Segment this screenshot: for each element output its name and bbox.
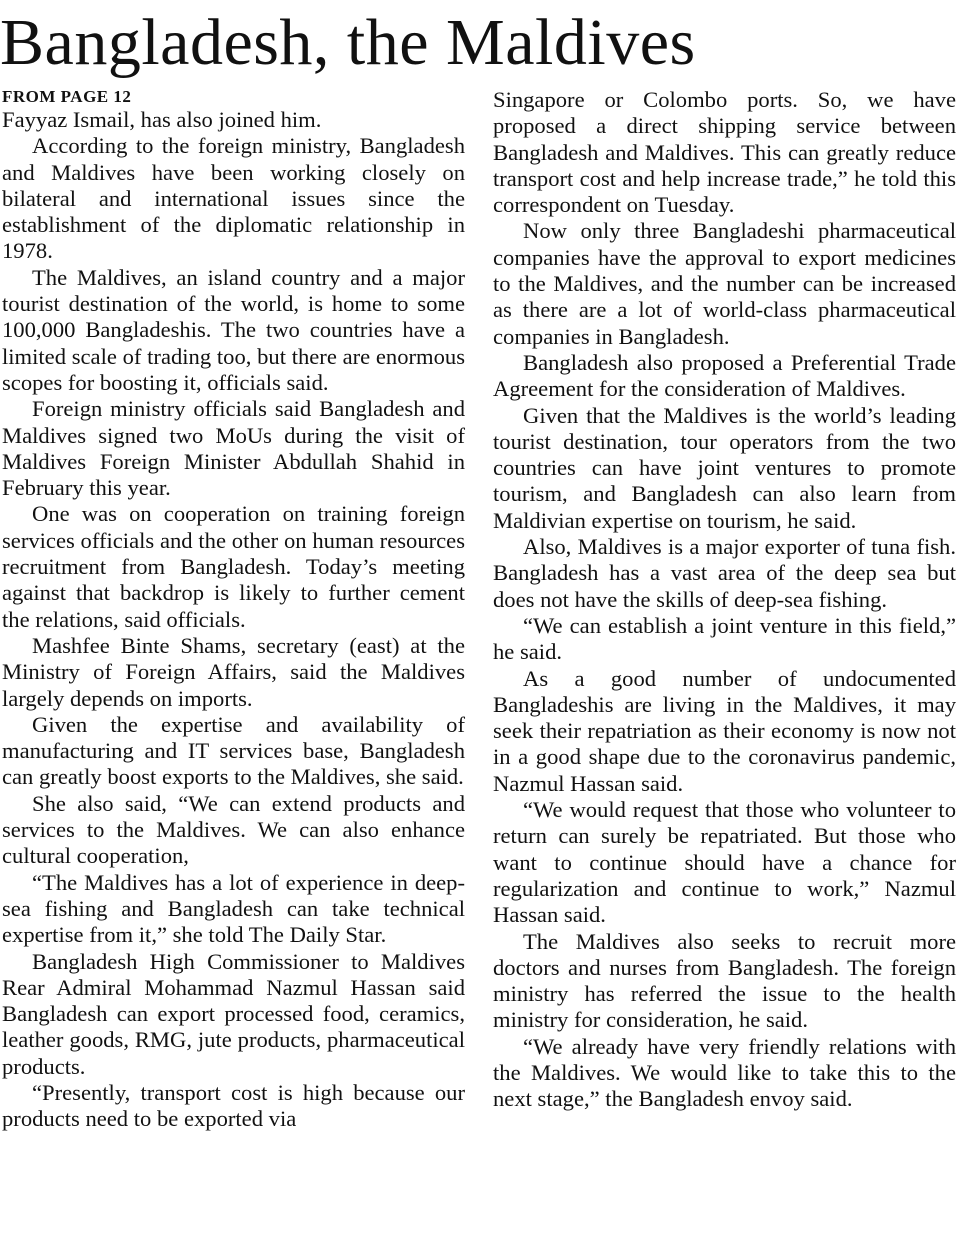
paragraph: “We already have very friendly relations with the Maldives. We would like to take this to the next stage,” the Bangladesh envoy said. bbox=[493, 1033, 956, 1112]
paragraph: According to the foreign ministry, Bangladesh and Maldives have been working closely on bilateral and international issues since the establishment of the diplomatic relationship in 1978. bbox=[2, 133, 465, 264]
paragraph: One was on cooperation on training foreign services officials and the other on human resources recruitment from Bangladesh. Today’s meeting against that backdrop is likely to further cement the relations, said officials. bbox=[2, 501, 465, 632]
paragraph: Fayyaz Ismail, has also joined him. bbox=[2, 107, 322, 132]
paragraph: “We can establish a joint venture in this field,” he said. bbox=[493, 612, 956, 665]
paragraph: “The Maldives has a lot of experience in deep-sea fishing and Bangladesh can take technical expertise from it,” she told The Daily Star. bbox=[2, 869, 465, 948]
paragraph: The Maldives, an island country and a major tourist destination of the world, is home to some 100,000 Bangladeshis. The two countries have a limited scale of trading too, but there are enormous scopes for boosting it, officials said. bbox=[2, 264, 465, 395]
headline: Bangladesh, the Maldives bbox=[0, 6, 696, 79]
paragraph: Given the expertise and availability of manufacturing and IT services base, Bangladesh can greatly boost exports to the Maldives, she said. bbox=[2, 711, 465, 790]
article-column-left bbox=[2, 87, 465, 1133]
paragraph: Singapore or Colombo ports. So, we have proposed a direct shipping service between Bangladesh and Maldives. This can greatly reduce transport cost and help increase trade,” he told this correspondent on Tuesday. bbox=[493, 87, 956, 218]
paragraph: Now only three Bangladeshi pharmaceutical companies have the approval to export medicines to the Maldives, and the number can be increased as there are a lot of world-class pharmaceutical companies in Bangladesh. bbox=[493, 218, 956, 349]
paragraph: The Maldives also seeks to recruit more doctors and nurses from Bangladesh. The foreign ministry has referred the issue to the health ministry for consideration, he said. bbox=[493, 928, 956, 1033]
paragraph: Given that the Maldives is the world’s leading tourist destination, tour operators from the two countries can have joint ventures to promote tourism, and Bangladesh can also learn from Maldivian expertise on tourism, he said. bbox=[493, 402, 956, 533]
paragraph: As a good number of undocumented Bangladeshis are living in the Maldives, it may seek their repatriation as their economy is now not in a good shape due to the coronavirus pandemic, Nazmul Hassan said. bbox=[493, 665, 956, 796]
paragraph: “We would request that those who volunteer to return can surely be repatriated. But those who want to continue should have a chance for regularization and continue to work,” Nazmul Hassan said. bbox=[493, 797, 956, 928]
paragraph: Bangladesh High Commissioner to Maldives Rear Admiral Mohammad Nazmul Hassan said Bangladesh can export processed food, ceramics, leather goods, RMG, jute products, pharmaceutical products. bbox=[2, 948, 465, 1079]
paragraph: Mashfee Binte Shams, secretary (east) at the Ministry of Foreign Affairs, said the Maldives largely depends on imports. bbox=[2, 632, 465, 711]
paragraph: “Presently, transport cost is high because our products need to be exported via bbox=[2, 1079, 465, 1132]
paragraph: She also said, “We can extend products and services to the Maldives. We can also enhance cultural cooperation, bbox=[2, 790, 465, 869]
paragraph: Foreign ministry officials said Bangladesh and Maldives signed two MoUs during the visit of Maldives Foreign Minister Abdullah Shahid in February this year. bbox=[2, 396, 465, 501]
paragraph: Bangladesh also proposed a Preferential Trade Agreement for the consideration of Maldives. bbox=[493, 349, 956, 402]
jump-line: FROM PAGE 12 bbox=[2, 87, 132, 106]
article-column-right bbox=[493, 87, 956, 1113]
paragraph: Also, Maldives is a major exporter of tuna fish. Bangladesh has a vast area of the deep sea but does not have the skills of deep-sea fishing. bbox=[493, 534, 956, 612]
